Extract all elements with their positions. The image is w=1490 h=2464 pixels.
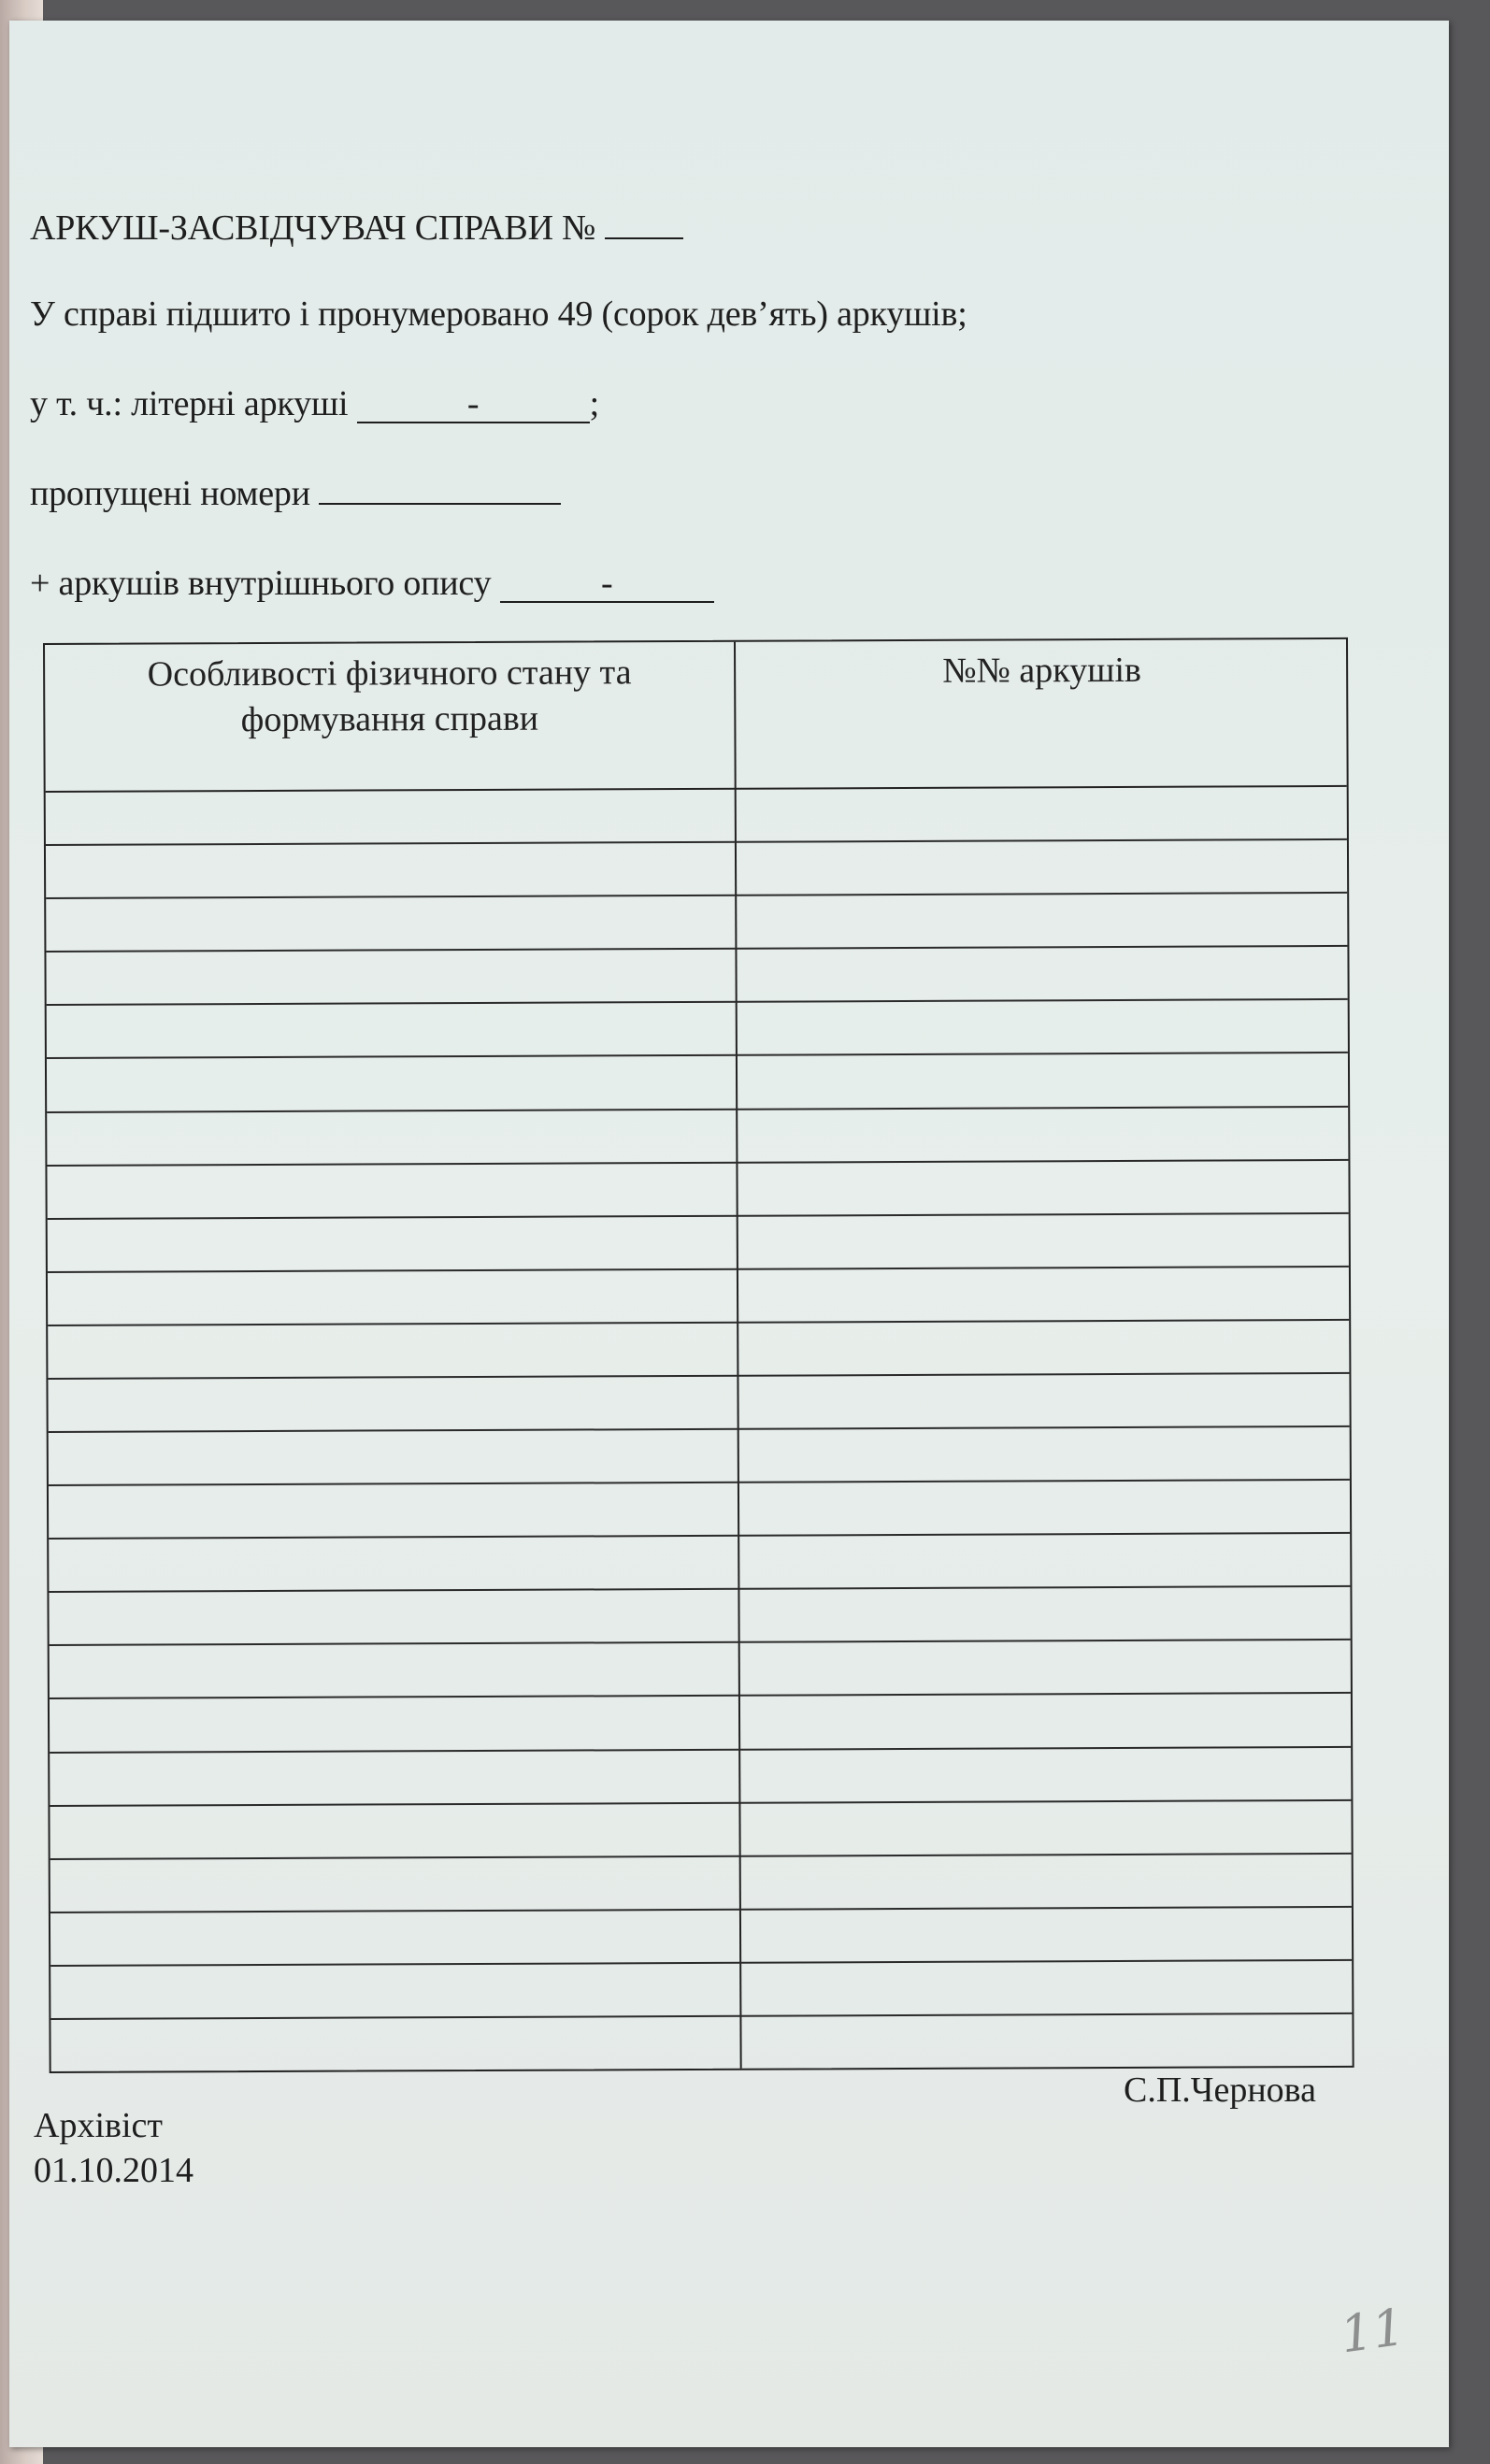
inner-inventory-value: - [500,566,714,603]
header-condition-line1: Особливості фізичного стану та [147,652,632,695]
sheet-numbers-cell [737,947,1349,1001]
sheet-numbers-cell [740,1640,1353,1695]
handwritten-page-number: 11 [1336,2297,1409,2365]
table-row [46,892,1347,951]
sheet-numbers-cell [741,1961,1354,2015]
sheet-numbers-cell [737,840,1349,895]
condition-cell [47,1163,736,1217]
sheet-numbers-cell [738,1107,1350,1161]
condition-cell [50,1856,739,1911]
condition-cell [48,1270,737,1325]
case-number-blank [605,237,683,239]
archivist-role: Архівіст [34,2106,163,2145]
sheet-numbers-cell [739,1427,1352,1482]
table-row [50,1639,1351,1698]
header-sheet-numbers-line1: №№ аркушів [942,650,1142,691]
table-row [49,1479,1350,1538]
archivist-signature: С.П.Чернова [1124,2070,1316,2110]
sheet-numbers-cell [740,1747,1353,1801]
table-row [50,2013,1352,2071]
table-row [48,1212,1349,1271]
liter-sheets-label: у т. ч.: літерні аркуші [30,384,349,423]
condition-cell [48,1216,737,1270]
sheet-numbers-cell [739,1587,1352,1641]
sheet-numbers-cell [740,1694,1353,1748]
table-row [50,1906,1352,1965]
condition-cell [47,1110,736,1164]
condition-cell [50,1750,738,1804]
table-row [49,1425,1350,1484]
condition-cell [50,1964,739,2018]
sheet-numbers-cell [737,894,1349,948]
header-sheet-numbers [736,647,1348,695]
sheet-numbers-cell [740,1800,1353,1855]
sheets-count-line: У справі підшито і пронумеровано 49 (сорок дев’ять) аркушів; [30,294,967,334]
condition-cell [49,1483,738,1538]
table-row [47,998,1348,1057]
table-body [45,639,1346,645]
condition-cell [49,1590,738,1644]
condition-cell [50,1803,738,1857]
condition-cell [46,843,735,897]
table-row [49,1532,1350,1591]
sheet-numbers-cell [738,1214,1351,1268]
table-row [46,945,1347,1004]
header-condition [45,650,734,745]
sheet-numbers-cell [739,1481,1352,1535]
sheet-numbers-cell [741,1908,1354,1962]
table-row [47,1105,1348,1164]
missing-numbers-value [319,503,561,505]
sheet-numbers-cell [741,2014,1354,2069]
header-condition-line2: формування справи [240,699,539,740]
document-date: 01.10.2014 [34,2151,193,2190]
liter-sheets-line [30,383,599,424]
table-row [50,1959,1352,2018]
condition-cell [46,950,735,1004]
table-row [46,785,1347,844]
liter-sheets-end: ; [589,384,599,423]
condition-table [43,637,1354,2073]
table-row [50,1853,1352,1912]
table-row [50,1692,1351,1751]
sheet-numbers-cell [738,1321,1351,1375]
condition-cell [49,1430,738,1484]
condition-cell [46,896,735,951]
table-row [49,1585,1350,1644]
sheet-numbers-cell [738,1268,1351,1322]
sheet-numbers-cell [738,1374,1351,1428]
page-surface [9,21,1449,2447]
table-row [50,1798,1351,1857]
sheet-numbers-cell [741,1855,1354,1909]
missing-numbers-line [30,473,561,514]
table-row [46,838,1347,897]
document-title-line [30,208,683,249]
document-page [9,21,1449,2447]
missing-numbers-label: пропущені номери [30,474,310,513]
table-row [48,1266,1349,1325]
condition-cell [48,1324,737,1378]
condition-cell [47,1056,736,1110]
condition-cell [48,1377,737,1431]
table-row [48,1372,1349,1431]
condition-cell [47,1003,736,1057]
condition-cell [49,1537,738,1591]
condition-cell [50,2017,739,2071]
sheet-numbers-cell [739,1534,1352,1588]
condition-cell [46,788,735,844]
condition-cell [50,1643,738,1698]
liter-sheets-value: - [357,386,590,423]
inner-inventory-label: + аркушів внутрішнього опису [30,564,492,603]
sheet-numbers-cell [738,1160,1350,1214]
table-row [48,1319,1349,1378]
condition-cell [50,1911,739,1965]
sheet-numbers-cell [738,1053,1350,1108]
sheet-numbers-cell [737,785,1349,841]
table-row [47,1158,1348,1217]
table-row [47,1052,1348,1110]
document-title: АРКУШ-ЗАСВІДЧУВАЧ СПРАВИ № [30,208,596,248]
condition-cell [50,1697,738,1751]
inner-inventory-line [30,563,714,604]
table-row [50,1745,1351,1804]
sheet-numbers-cell [738,1000,1350,1054]
